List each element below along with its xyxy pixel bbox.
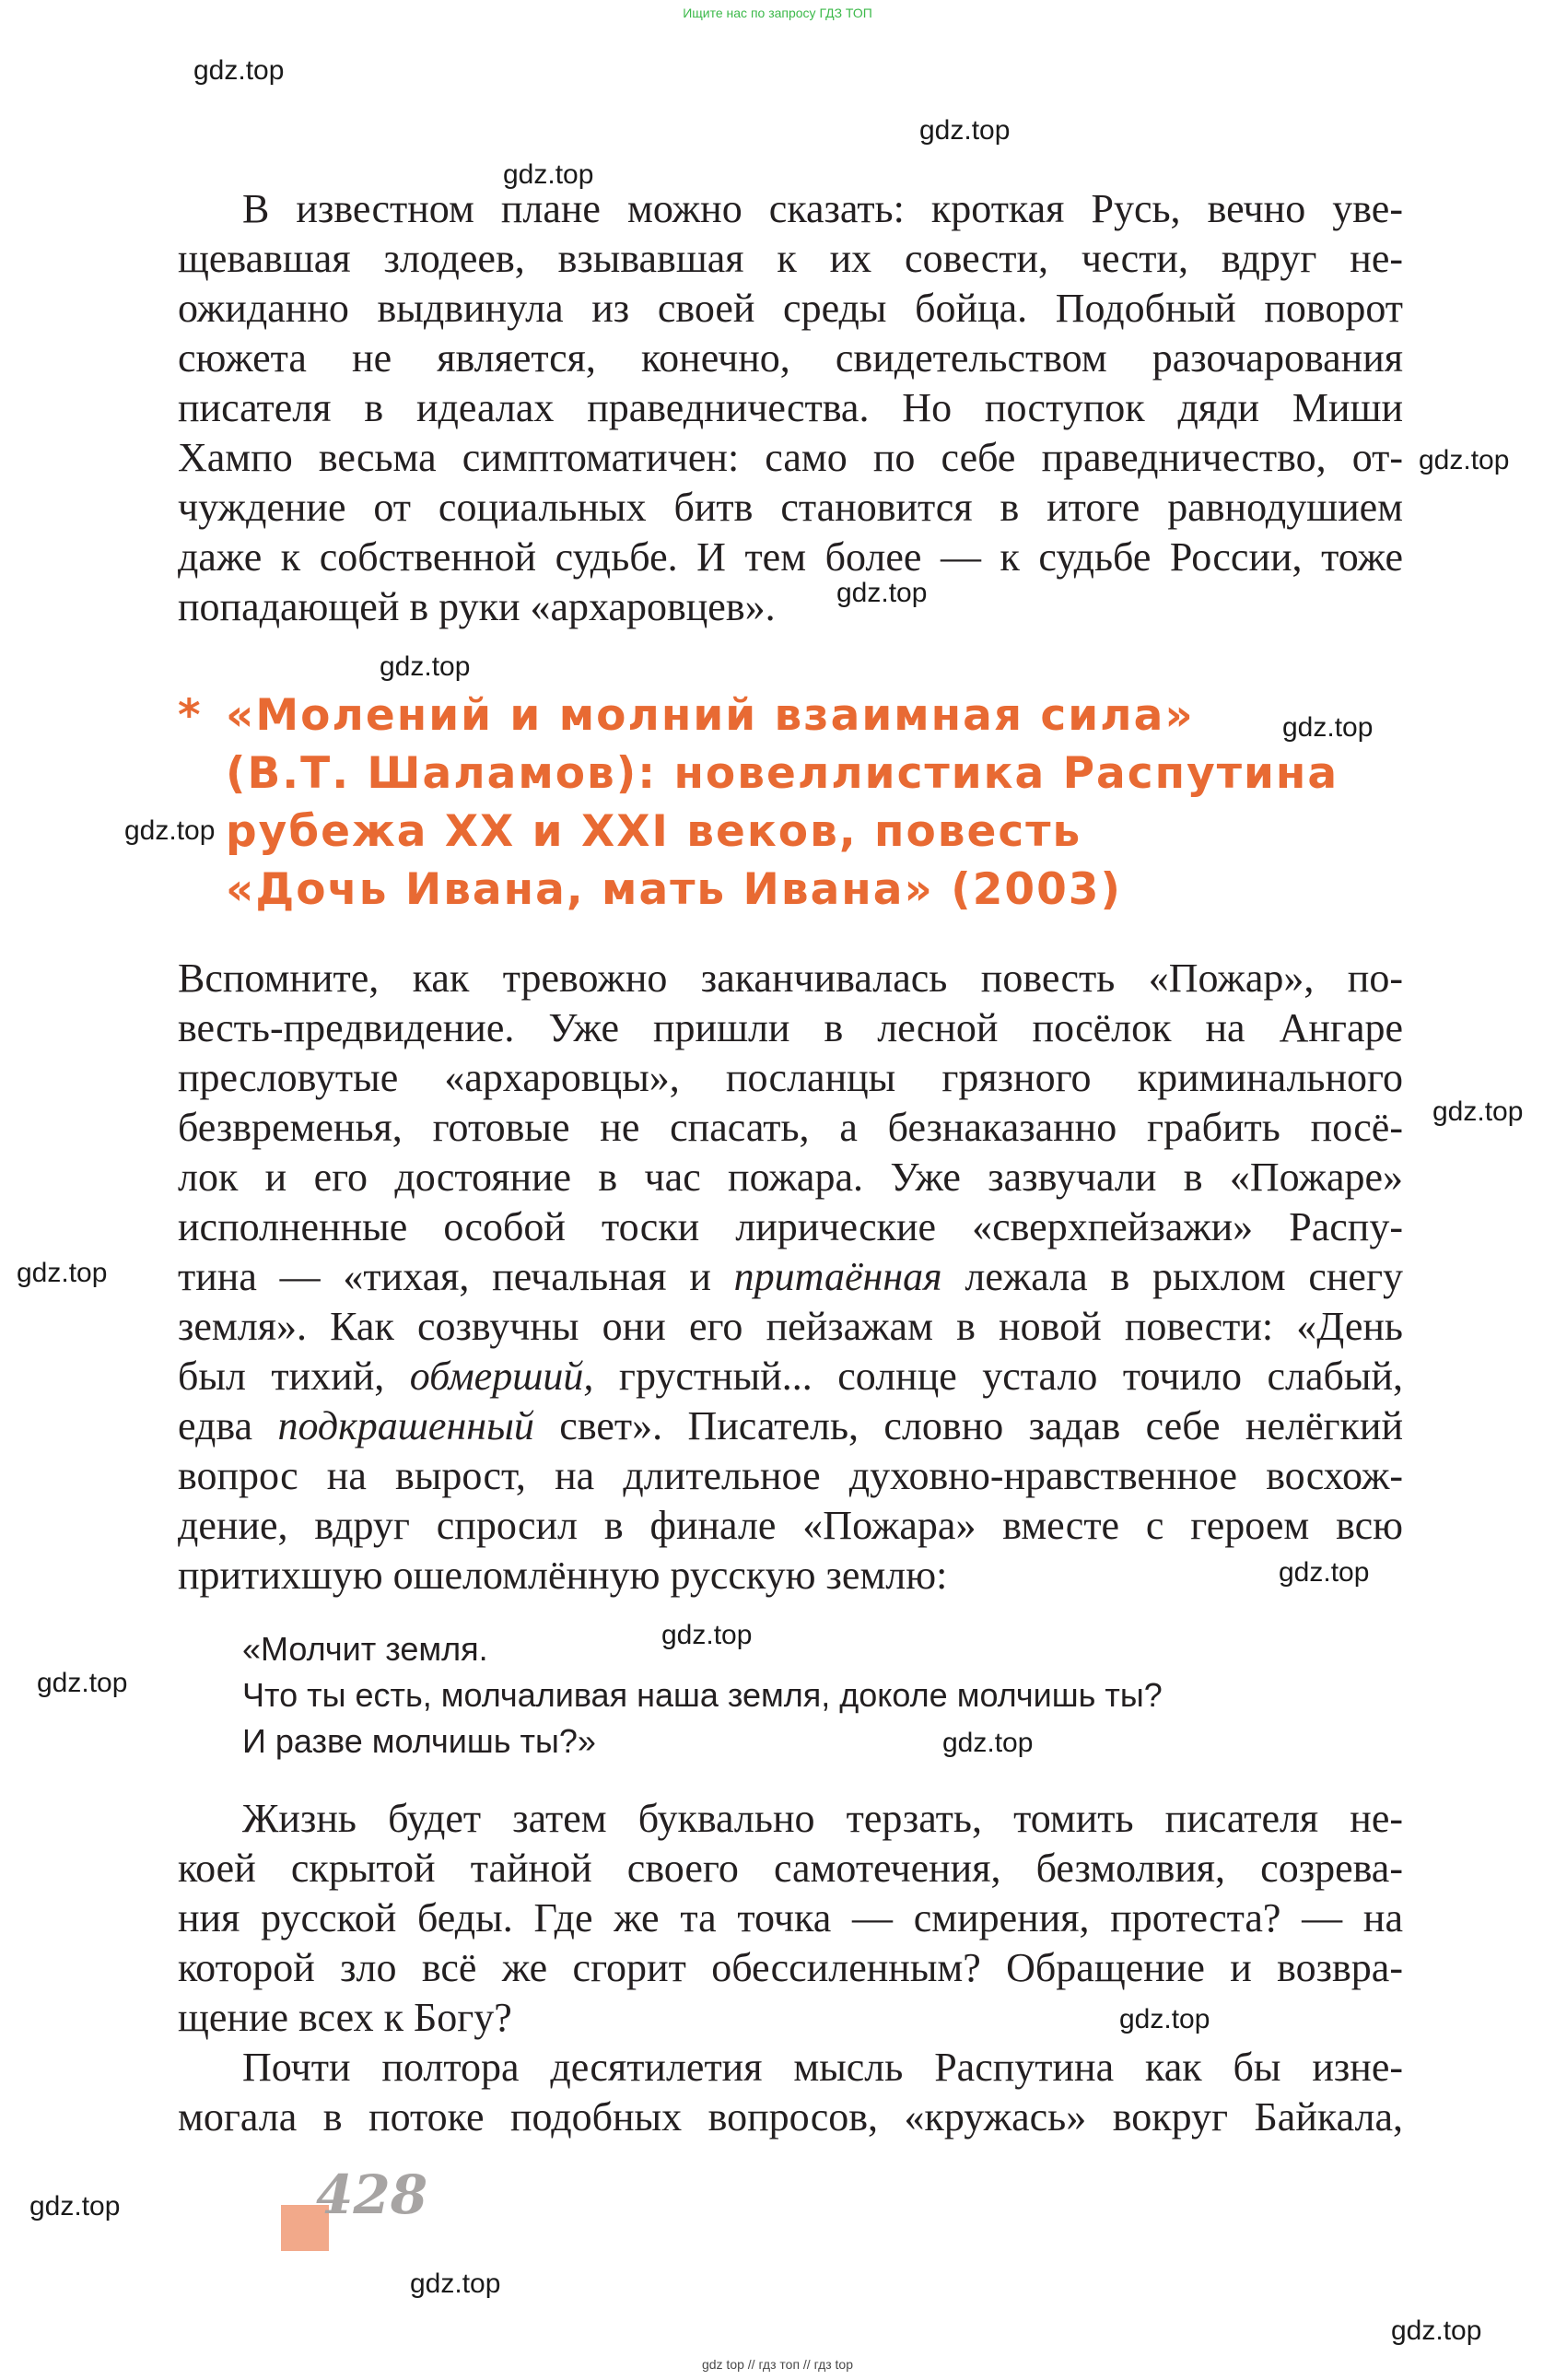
watermark: gdz.top [1391,2316,1482,2346]
paragraph-1 [178,184,1403,632]
watermark: gdz.top [1279,1557,1370,1588]
section-heading [178,686,1412,919]
text-line: чуждение от социальных битв становится в итоге равнодушием [178,485,1403,530]
watermark: gdz.top [503,159,594,190]
quote-line: «Молчит земля. [242,1630,488,1668]
text-line: щение всех к Богу? [178,1995,512,2040]
watermark: gdz.top [1432,1096,1524,1127]
text-line [178,1252,1403,1302]
quote-line: И разве молчишь ты?» [242,1722,596,1760]
text-run: был тихий, [178,1354,410,1399]
top-note: Ищите нас по запросу ГДЗ ТОП [683,6,872,20]
bottom-note: gdz top // гдз топ // гдз top [701,2357,854,2372]
heading-line: «Молений и молний взаимная сила» [226,690,1195,741]
page-number: 428 [316,2163,428,2226]
watermark: gdz.top [661,1620,753,1650]
text-line: земля». Как созвучны они его пейзажам в новой повести: «День [178,1304,1403,1349]
text-line: ожиданно выдвинула из своей среды бойца. Подобный поворот [178,286,1403,331]
watermark: gdz.top [410,2269,501,2299]
text-line: Вспомните, как тревожно заканчивалась повесть «Пожар», по- [178,956,1403,1001]
text-line: притихшую ошеломлённую русскую землю: [178,1553,948,1598]
text-line: вопрос на вырост, на длительное духовно-нравственное восхож- [178,1453,1403,1498]
text-line: Жизнь будет затем буквально терзать, томить писателя не- [242,1796,1403,1841]
text-line: даже к собственной судьбе. И тем более — к судьбе России, тоже [178,534,1403,580]
text-line: которой зло всё же сгорит обессиленным? Обращение и возвра- [178,1945,1403,1990]
watermark: gdz.top [1419,445,1510,475]
text-run: свет». Писатель, словно задав себе нелёгкий [533,1403,1403,1448]
watermark: gdz.top [1119,2004,1210,2034]
text-line: коей скрытой тайной своего самотечения, безмолвия, созрева- [178,1846,1403,1891]
text-line: могала в потоке подобных вопросов, «кружась» вокруг Байкала, [178,2094,1403,2140]
watermark: gdz.top [919,115,1011,146]
paragraph-4 [178,2043,1403,2142]
text-line: пресловутые «архаровцы», посланцы грязного криминального [178,1055,1403,1100]
heading-line: «Дочь Ивана, мать Ивана» (2003) [226,864,1122,915]
text-line: исполненные особой тоски лирические «сверхпейзажи» Распу- [178,1204,1403,1249]
watermark: gdz.top [1282,712,1374,743]
paragraph-3 [178,1794,1403,2043]
text-line: весть-предвидение. Уже пришли в лесной посёлок на Ангаре [178,1005,1403,1050]
watermark: gdz.top [17,1258,108,1288]
watermark: gdz.top [37,1668,128,1698]
text-line: щевавшая злодеев, взывавшая к их совести, чести, вдруг не- [178,236,1403,281]
text-line: лок и его достояние в час пожара. Уже зазвучали в «Пожаре» [178,1155,1403,1200]
quote-line: Что ты есть, молчаливая наша земля, доколе молчишь ты? [242,1676,1163,1714]
watermark: gdz.top [942,1728,1034,1758]
watermark: gdz.top [193,55,285,86]
italic-word: подкрашенный [277,1403,534,1448]
text-line: ния русской беды. Где же та точка — смирения, протеста? — на [178,1895,1403,1940]
text-line: Почти полтора десятилетия мысль Распутина как бы изне- [242,2045,1403,2090]
italic-word: притаённая [733,1254,942,1299]
poem-quote [242,1626,1348,1764]
text-line: писателя в идеалах праведничества. Но поступок дяди Миши [178,385,1403,430]
italic-word: обмерший, [409,1354,594,1399]
text-line [178,1401,1403,1451]
text-run: лежала в рыхлом снегу [941,1254,1403,1299]
text-line: попадающей в руки «архаровцев». [178,584,776,629]
watermark: gdz.top [29,2191,121,2222]
text-line: сюжета не является, конечно, свидетельством разочарования [178,335,1403,381]
watermark: gdz.top [380,651,471,682]
watermark: gdz.top [124,815,216,846]
text-run: грустный... солнце устало точило слабый, [593,1354,1403,1399]
text-run: тина — «тихая, печальная и [178,1254,734,1299]
heading-line: (В.Т. Шаламов): новеллистика Распутина [226,748,1339,799]
text-line: Хампо весьма симптоматичен: само по себе праведничество, от- [178,435,1403,480]
text-line: безвременья, готовые не спасать, а безнаказанно грабить посё- [178,1105,1403,1150]
heading-line: рубежа XX и XXI веков, повесть [226,806,1082,857]
text-line: В известном плане можно сказать: кроткая Русь, вечно уве- [242,186,1403,231]
text-line [178,1352,1403,1401]
heading-star: * [178,690,203,741]
watermark: gdz.top [836,578,928,608]
text-run: едва [178,1403,278,1448]
paragraph-2 [178,954,1403,1600]
text-line: дение, вдруг спросил в финале «Пожара» вместе с героем всю [178,1503,1403,1548]
